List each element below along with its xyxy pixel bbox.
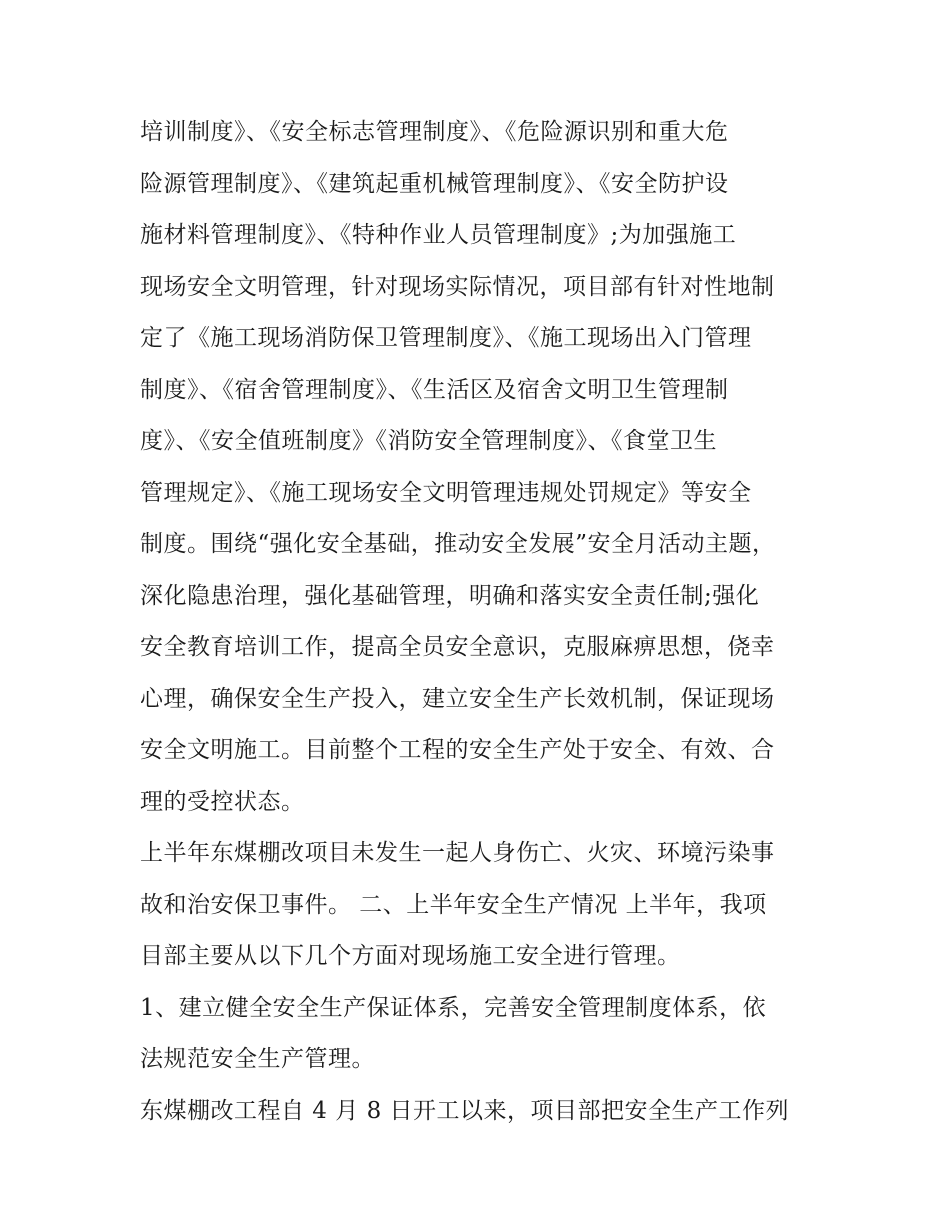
text-line: 目部主要从以下几个方面对现场施工安全进行管理。	[140, 943, 681, 969]
text-line: 制度》、《宿舍管理制度》、《生活区及宿舍文明卫生管理制	[140, 376, 729, 403]
text-line: 度》、《安全值班制度》《消防安全管理制度》、《食堂卫生	[140, 428, 717, 454]
document-body	[140, 107, 820, 1137]
text-line: 定了《施工现场消防保卫管理制度》、《施工现场出入门管理	[140, 325, 752, 351]
text-line: 培训制度》、《安全标志管理制度》、《危险源识别和重大危	[140, 119, 729, 145]
text-line: 管理规定》、《施工现场安全文明管理违规处罚规定》等安全	[140, 479, 752, 506]
text-line: 施材料管理制度》、《特种作业人员管理制度》;为加强施工	[140, 222, 737, 248]
text-line: 1、建立健全安全生产保证体系，完善安全管理制度体系，依	[140, 994, 767, 1021]
text-line: 安全文明施工。目前整个工程的安全生产处于安全、有效、合	[140, 737, 775, 763]
text-line: 法规范安全生产管理。	[140, 1046, 375, 1072]
text-line: 东煤棚改工程自 4 月 8 日开工以来，项目部把安全生产工作列	[140, 1097, 790, 1124]
text-line: 安全教育培训工作，提高全员安全意识，克服麻痹思想，侥幸	[140, 634, 775, 660]
text-line: 现场安全文明管理，针对现场实际情况，项目部有针对性地制	[140, 273, 775, 300]
text-line: 心理，确保安全生产投入，建立安全生产长效机制，保证现场	[140, 685, 775, 712]
text-line: 上半年东煤棚改项目未发生一起人身伤亡、火灾、环境污染事	[140, 840, 775, 866]
text-line: 故和治安保卫事件。 二、上半年安全生产情况 上半年，我项	[140, 891, 767, 918]
text-line: 制度。围绕“强化安全基础，推动安全发展”安全月活动主题，	[140, 531, 776, 557]
text-line: 理的受控状态。	[140, 788, 305, 815]
text-line: 险源管理制度》、《建筑起重机械管理制度》、《安全防护设	[140, 170, 729, 197]
text-line: 深化隐患治理，强化基础管理，明确和落实安全责任制;强化	[140, 582, 760, 609]
